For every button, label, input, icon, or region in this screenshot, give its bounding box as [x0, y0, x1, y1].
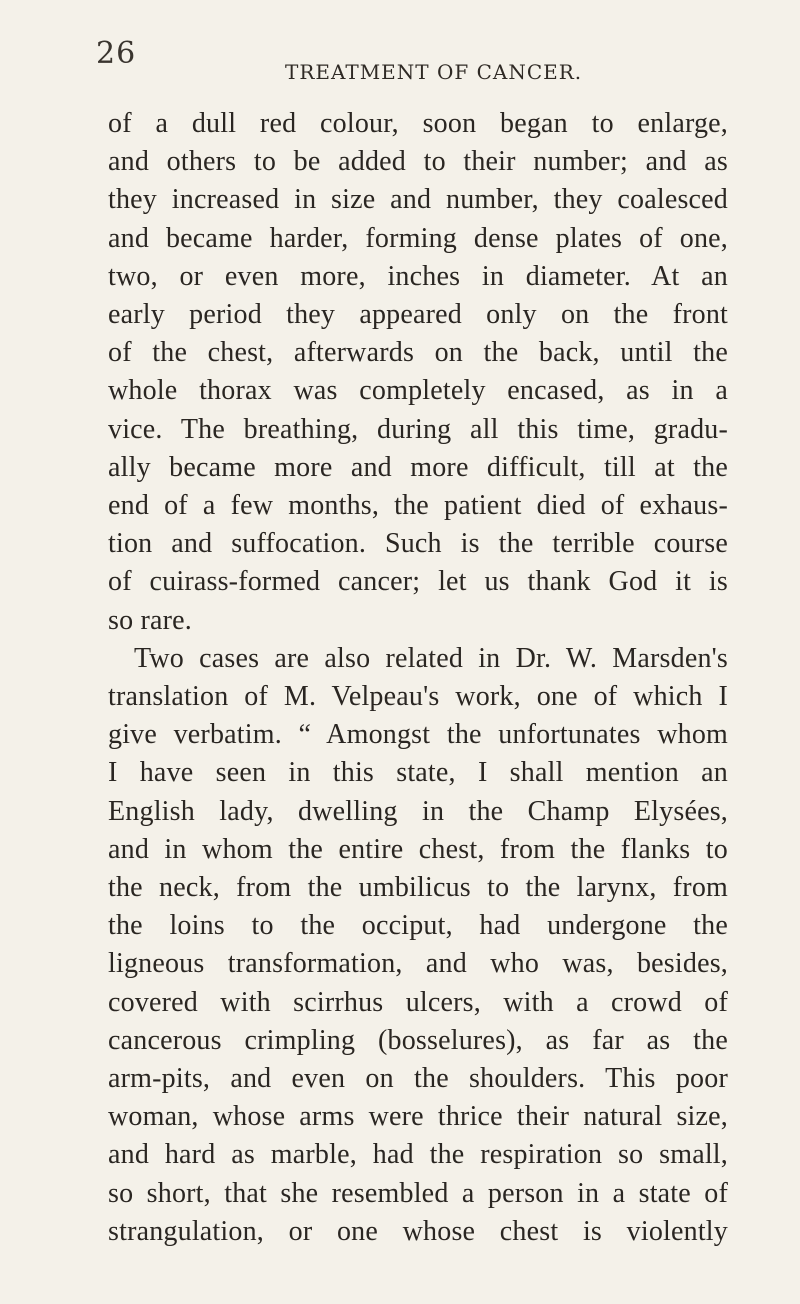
body-text	[108, 105, 728, 1251]
text-line: English lady, dwelling in the Champ Elysées,	[108, 795, 728, 827]
text-line: whole thorax was completely encased, as in a	[108, 375, 728, 407]
text-line: arm-pits, and even on the shoulders. This poor	[108, 1063, 728, 1095]
text-line: strangulation, or one whose chest is violently	[108, 1215, 728, 1247]
page-header	[0, 36, 800, 86]
text-line: translation of M. Velpeau's work, one of which I	[108, 681, 728, 713]
text-line: and hard as marble, had the respiration so small,	[108, 1139, 728, 1171]
page-number: 26	[96, 36, 137, 71]
text-line: the loins to the occiput, had undergone the	[108, 910, 728, 942]
text-line: give verbatim. “ Amongst the unfortunates whom	[108, 719, 728, 751]
text-line: two, or even more, inches in diameter. At an	[108, 260, 728, 292]
text-line: early period they appeared only on the front	[108, 299, 728, 331]
text-line: woman, whose arms were thrice their natural size,	[108, 1101, 728, 1133]
text-line: tion and suffocation. Such is the terrible course	[108, 528, 728, 560]
text-line: ligneous transformation, and who was, besides,	[108, 948, 728, 980]
running-title: TREATMENT OF CANCER.	[285, 60, 583, 84]
text-line: cancerous crimpling (bosselures), as far as the	[108, 1024, 728, 1056]
text-line: so short, that she resembled a person in a state of	[108, 1177, 728, 1209]
text-line: covered with scirrhus ulcers, with a crowd of	[108, 986, 728, 1018]
text-line: I have seen in this state, I shall mention an	[108, 757, 728, 789]
text-line: and others to be added to their number; and as	[108, 146, 728, 178]
text-line: Two cases are also related in Dr. W. Marsden's	[134, 642, 728, 674]
text-line: so rare.	[108, 604, 193, 636]
text-line: vice. The breathing, during all this time, gradu-	[108, 413, 728, 445]
text-line: they increased in size and number, they coalesced	[108, 184, 728, 216]
text-line: the neck, from the umbilicus to the larynx, from	[108, 872, 728, 904]
text-line: ally became more and more difficult, till at the	[108, 451, 728, 483]
text-line: of a dull red colour, soon began to enlarge,	[108, 108, 728, 139]
text-line: of cuirass-formed cancer; let us thank God it is	[108, 566, 728, 598]
text-line: and in whom the entire chest, from the flanks to	[108, 833, 728, 865]
text-line: end of a few months, the patient died of exhaus-	[108, 490, 728, 522]
text-line: and became harder, forming dense plates of one,	[108, 222, 728, 254]
text-line: of the chest, afterwards on the back, until the	[108, 337, 728, 369]
